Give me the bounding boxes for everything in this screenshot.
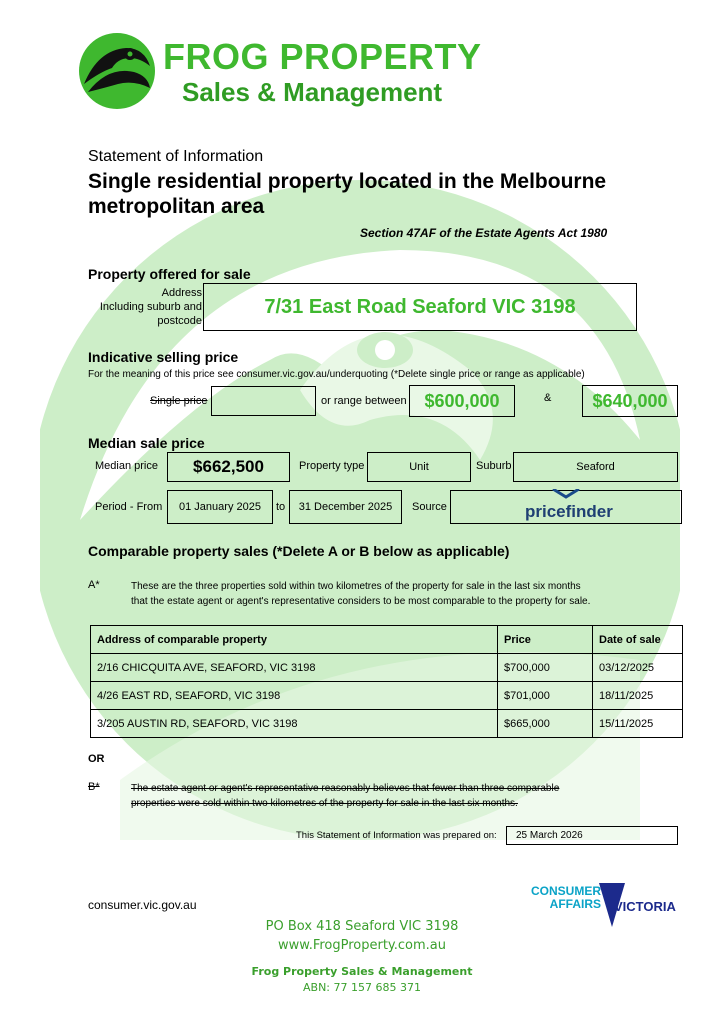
comparable-price: $701,000 (498, 682, 593, 710)
or-label: OR (88, 753, 105, 765)
cav-website: consumer.vic.gov.au (88, 898, 197, 912)
option-a-marker: A* (88, 579, 100, 591)
suburb-field: Seaford (513, 452, 678, 482)
option-b-text: The estate agent or agent's representative reasonably believes that fewer than three comparable properties were sold within two kilometres of the property for sale in the last six months. (131, 783, 560, 809)
range-high-field: $640,000 (582, 385, 678, 417)
company-website[interactable]: www.FrogProperty.com.au (277, 938, 447, 953)
comparable-price: $665,000 (498, 710, 593, 738)
single-price-label: Single price (150, 395, 208, 407)
company-name: Frog Property Sales & Management (251, 965, 473, 978)
comparable-address: 4/26 EAST RD, SEAFORD, VIC 3198 (91, 682, 498, 710)
address-field: 7/31 East Road Seaford VIC 3198 (203, 283, 637, 331)
table-row (91, 682, 683, 710)
source-field (450, 490, 682, 524)
property-type-label: Property type (299, 460, 365, 472)
address-label: Address Including suburb and postcode (99, 287, 202, 327)
comparable-address: 3/205 AUSTIN RD, SEAFORD, VIC 3198 (91, 710, 498, 738)
table-row (91, 710, 683, 738)
indicative-heading: Indicative selling price (88, 349, 239, 365)
column-header: Address of comparable property (91, 626, 498, 654)
source-label: Source (412, 501, 447, 513)
column-header: Price (498, 626, 593, 654)
property-type-field: Unit (367, 452, 471, 482)
single-price-field (211, 386, 316, 416)
source-value: pricefinder (525, 502, 613, 521)
range-label: or range between (321, 395, 407, 407)
prepared-date-field: 25 March 2026 (506, 826, 678, 845)
column-header: Date of sale (593, 626, 683, 654)
period-to-label: to (276, 501, 286, 513)
comparable-address: 2/16 CHICQUITA AVE, SEAFORD, VIC 3198 (91, 654, 498, 682)
po-box: PO Box 418 Seaford VIC 3198 (265, 919, 459, 934)
period-from-label: Period - From (95, 501, 163, 513)
period-from-field: 01 January 2025 (167, 490, 273, 524)
company-abn: ABN: 77 157 685 371 (303, 981, 421, 994)
brand-name: FROG PROPERTY (163, 36, 482, 77)
median-price-label: Median price (95, 460, 158, 472)
brand-tagline: Sales & Management (182, 77, 443, 107)
median-price-field: $662,500 (167, 452, 290, 482)
indicative-note: For the meaning of this price see consumer.vic.gov.au/underquoting (*Delete single price or range as applicable) (88, 369, 585, 380)
offered-heading: Property offered for sale (88, 266, 251, 282)
comparable-heading: Comparable property sales (*Delete A or B below as applicable) (88, 543, 510, 559)
median-heading: Median sale price (88, 435, 205, 451)
page-title: Single residential property located in the Melbourne metropolitan area (88, 170, 607, 218)
pricefinder-logo-icon (551, 489, 581, 499)
cav-logo-text: CONSUMER AFFAIRS (530, 884, 601, 911)
comparable-table (90, 625, 683, 738)
period-to-field: 31 December 2025 (289, 490, 402, 524)
range-low-field: $600,000 (409, 385, 515, 417)
range-and-label: & (544, 392, 552, 404)
suburb-label: Suburb (476, 460, 512, 472)
option-b-marker: B* (88, 781, 100, 793)
frog-logo-icon (78, 32, 156, 110)
act-reference: Section 47AF of the Estate Agents Act 1980 (360, 226, 608, 240)
comparable-date: 15/11/2025 (593, 710, 683, 738)
statement-label: Statement of Information (88, 148, 264, 165)
comparable-price: $700,000 (498, 654, 593, 682)
option-a-text: These are the three properties sold within two kilometres of the property for sale in the last six months that the estate agent or agent's representative considers to be most comparable to the property for sale. (131, 581, 591, 607)
table-row (91, 654, 683, 682)
table-header-row (91, 626, 683, 654)
comparable-date: 03/12/2025 (593, 654, 683, 682)
cav-victoria: VICTORIA (614, 899, 676, 914)
prepared-label: This Statement of Information was prepared on: (296, 830, 497, 841)
comparable-date: 18/11/2025 (593, 682, 683, 710)
